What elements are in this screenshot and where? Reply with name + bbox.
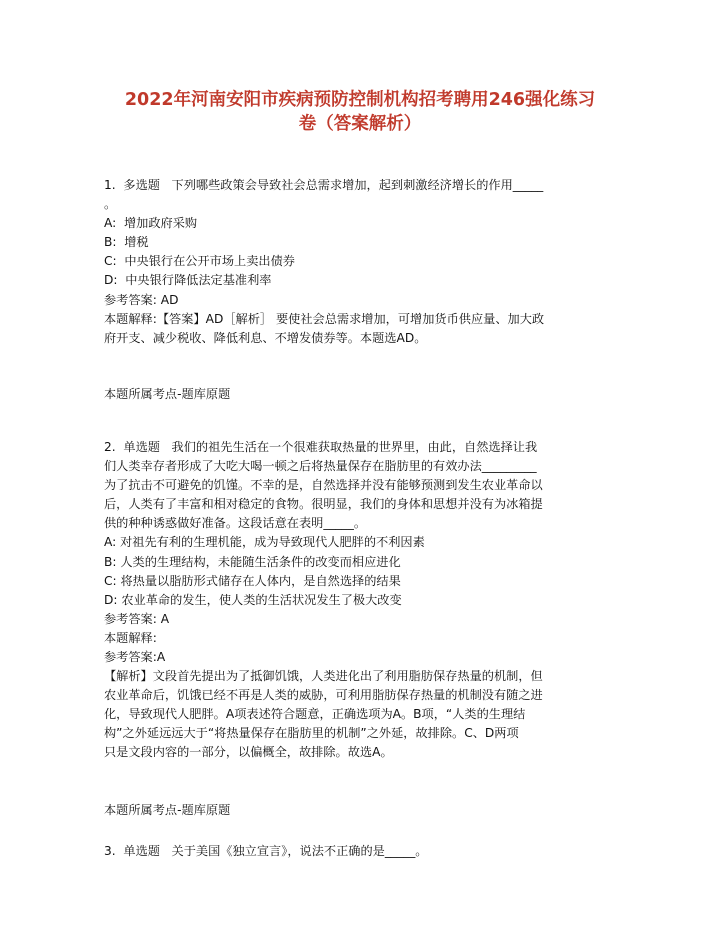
reference-answer: 参考答案: A [104, 611, 170, 626]
explanation-line: 府开支、减少税收、降低利息、不增发债券等。本题选AD。 [104, 330, 427, 345]
question-stem-continuation: 。 [104, 197, 117, 212]
reference-answer: 参考答案: AD [104, 292, 179, 307]
option-b: B: 人类的生理结构，未能随生活条件的改变而相应进化 [104, 554, 401, 569]
option-d: D: 中央银行降低法定基准利率 [104, 273, 272, 288]
explanation-line: 本题解释:【答案】AD［解析］ 要使社会总需求增加，可增加货币供应量、加大政 [104, 311, 545, 326]
document-body [104, 176, 624, 861]
question-2-source-note: 本题所属考点-题库原题 [104, 802, 231, 817]
explanation-line: 农业革命后，饥饿已经不再是人类的威胁，可利用脂肪保存热量的机制没有随之进 [104, 688, 543, 703]
option-c: C: 中央银行在公开市场上卖出债券 [104, 254, 295, 269]
question-stem: 3. 单选题 关于美国《独立宣言》，说法不正确的是_____。 [104, 843, 428, 858]
option-d: D: 农业革命的发生，使人类的生活状况发生了极大改变 [104, 592, 402, 607]
reference-answer: 参考答案:A [104, 649, 166, 664]
question-stem: 2. 单选题 我们的祖先生活在一个很难获取热量的世界里，由此，自然选择让我 [104, 439, 538, 454]
title-line-2: 卷（答案解析） [298, 114, 422, 134]
question-3 [104, 842, 624, 861]
question-stem: 为了抗击不可避免的饥馑。不幸的是，自然选择并没有能够预测到发生农业革命以 [104, 478, 543, 493]
question-stem: 后，人类有了丰富和相对稳定的食物。很明显，我们的身体和思想并没有为冰箱提 [104, 497, 543, 512]
question-stem: 1. 多选题 下列哪些政策会导致社会总需求增加，起到刺激经济增长的作用_____ [104, 178, 544, 192]
document-title [60, 88, 660, 136]
option-a: A: 对祖先有利的生理机能，成为导致现代人肥胖的不利因素 [104, 535, 425, 550]
question-1-source-note: 本题所属考点-题库原题 [104, 386, 231, 401]
option-c: C: 将热量以脂肪形式储存在人体内，是自然选择的结果 [104, 573, 401, 588]
option-b: B: 增税 [104, 235, 149, 250]
option-a: A: 增加政府采购 [104, 216, 198, 231]
explanation-line: 构”之外延远远大于“将热量保存在脂肪里的机制”之外延，故排除。C、D两项 [104, 726, 519, 741]
explanation-label: 本题解释: [104, 630, 157, 645]
title-line-1: 2022年河南安阳市疾病预防控制机构招考聘用246强化练习 [124, 90, 596, 110]
explanation-line: 【解析】文段首先提出为了抵御饥饿，人类进化出了利用脂肪保存热量的机制，但 [104, 669, 543, 684]
question-2 [104, 438, 624, 763]
explanation-line: 化，导致现代人肥胖。A项表述符合题意，正确选项为A。B项，“人类的生理结 [104, 707, 526, 722]
explanation-line: 只是文段内容的一部分，以偏概全，故排除。故选A。 [104, 745, 393, 760]
question-stem: 供的种种诱惑做好准备。这段话意在表明_____。 [104, 516, 367, 531]
question-1 [104, 176, 624, 348]
question-stem: 们人类幸存者形成了大吃大喝一顿之后将热量保存在脂肪里的有效办法_________ [104, 459, 537, 474]
